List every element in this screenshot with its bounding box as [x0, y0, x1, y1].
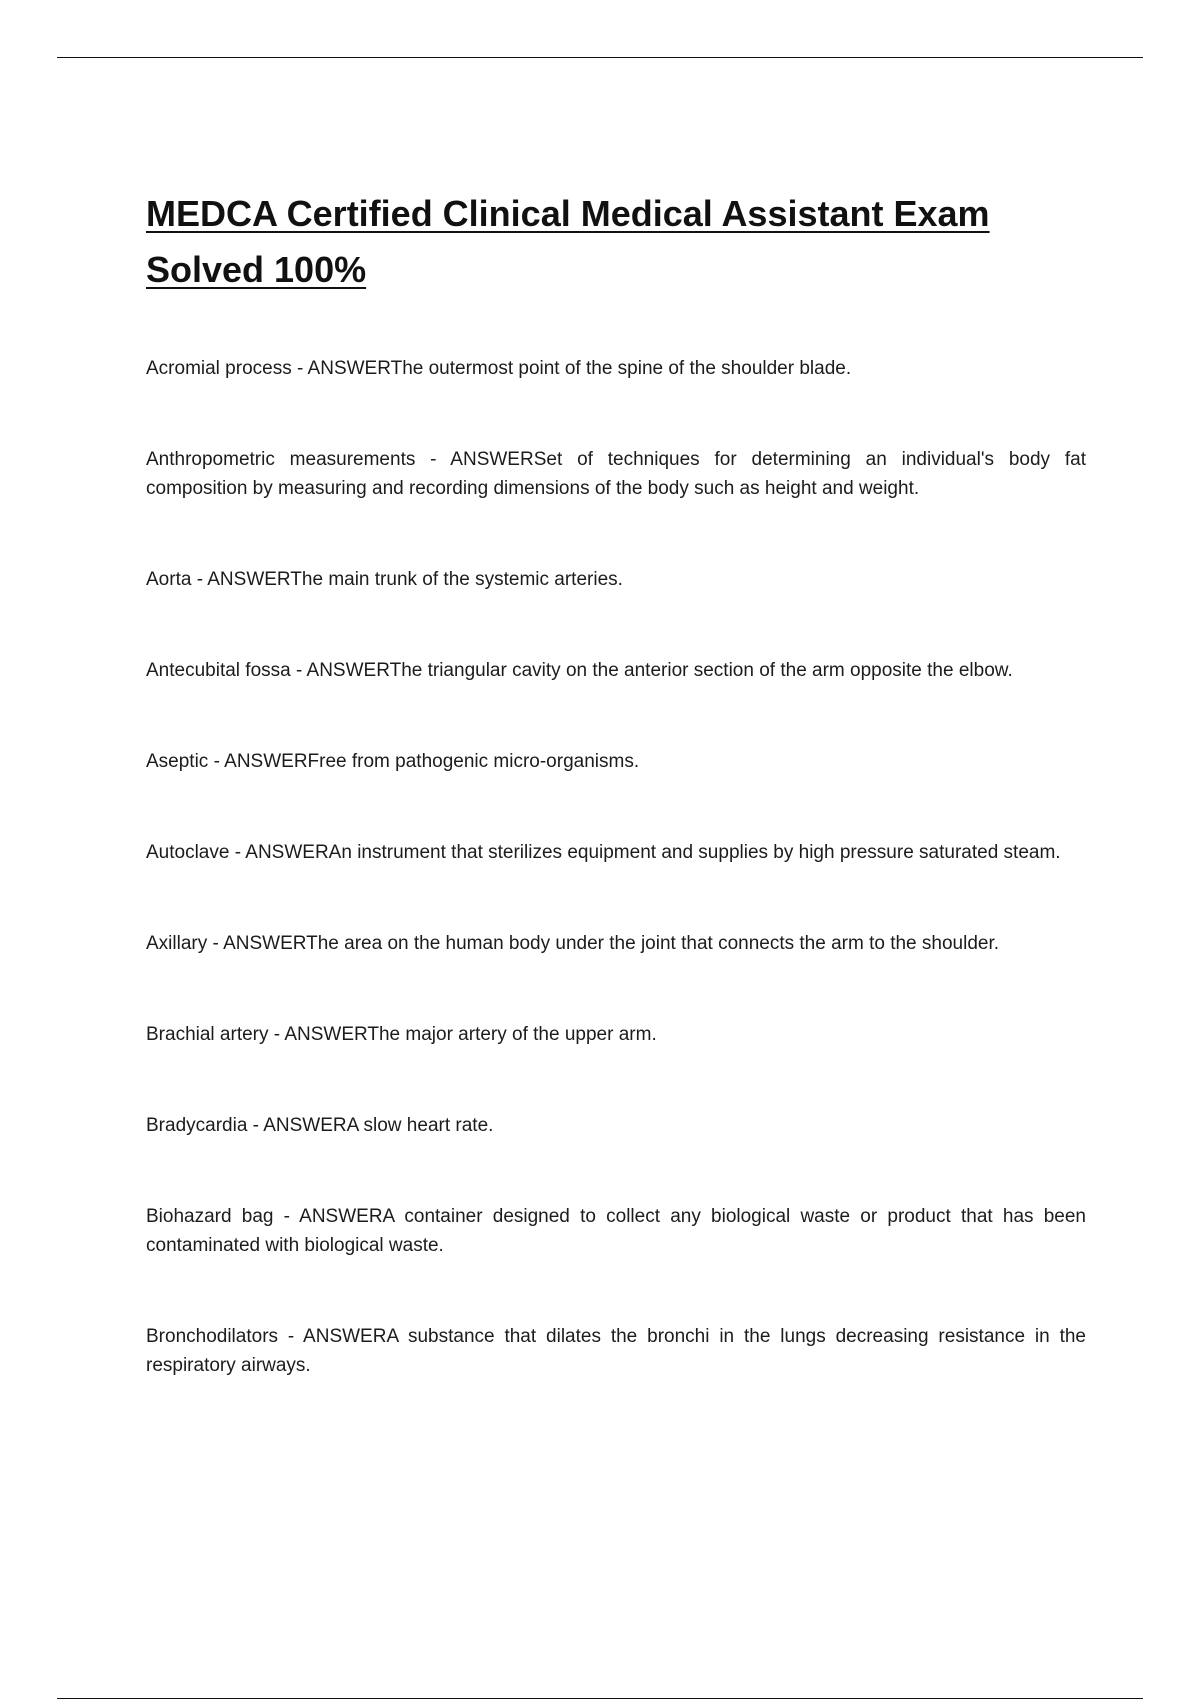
term-entry: Anthropometric measurements - ANSWERSet of techniques for determining an individual's body fat composition by measuring and recording dimensions of the body such as height and weight.: [146, 449, 1086, 499]
term-entry: Axillary - ANSWERThe area on the human body under the joint that connects the arm to the shoulder.: [146, 933, 1000, 954]
term-entry: Aseptic - ANSWERFree from pathogenic micro-organisms.: [146, 751, 640, 772]
term-entry: Biohazard bag - ANSWERA container designed to collect any biological waste or product that has been contaminated with biological waste.: [146, 1206, 1086, 1256]
term-entry: Antecubital fossa - ANSWERThe triangular cavity on the anterior section of the arm opposite the elbow.: [146, 660, 1013, 681]
term-list: [146, 354, 1086, 1380]
page-content: [146, 186, 1086, 1442]
term-entry: Bradycardia - ANSWERA slow heart rate.: [146, 1115, 494, 1136]
term-entry: Bronchodilators - ANSWERA substance that dilates the bronchi in the lungs decreasing resistance in the respiratory airways.: [146, 1326, 1086, 1376]
term-entry: Brachial artery - ANSWERThe major artery of the upper arm.: [146, 1024, 657, 1045]
document-title: MEDCA Certified Clinical Medical Assistant Exam Solved 100%: [146, 193, 990, 290]
footer-rule: [57, 1698, 1143, 1699]
header-rule: [57, 57, 1143, 58]
term-entry: Acromial process - ANSWERThe outermost point of the spine of the shoulder blade.: [146, 358, 852, 379]
term-entry: Aorta - ANSWERThe main trunk of the systemic arteries.: [146, 569, 623, 590]
term-entry: Autoclave - ANSWERAn instrument that sterilizes equipment and supplies by high pressure saturated steam.: [146, 842, 1061, 863]
